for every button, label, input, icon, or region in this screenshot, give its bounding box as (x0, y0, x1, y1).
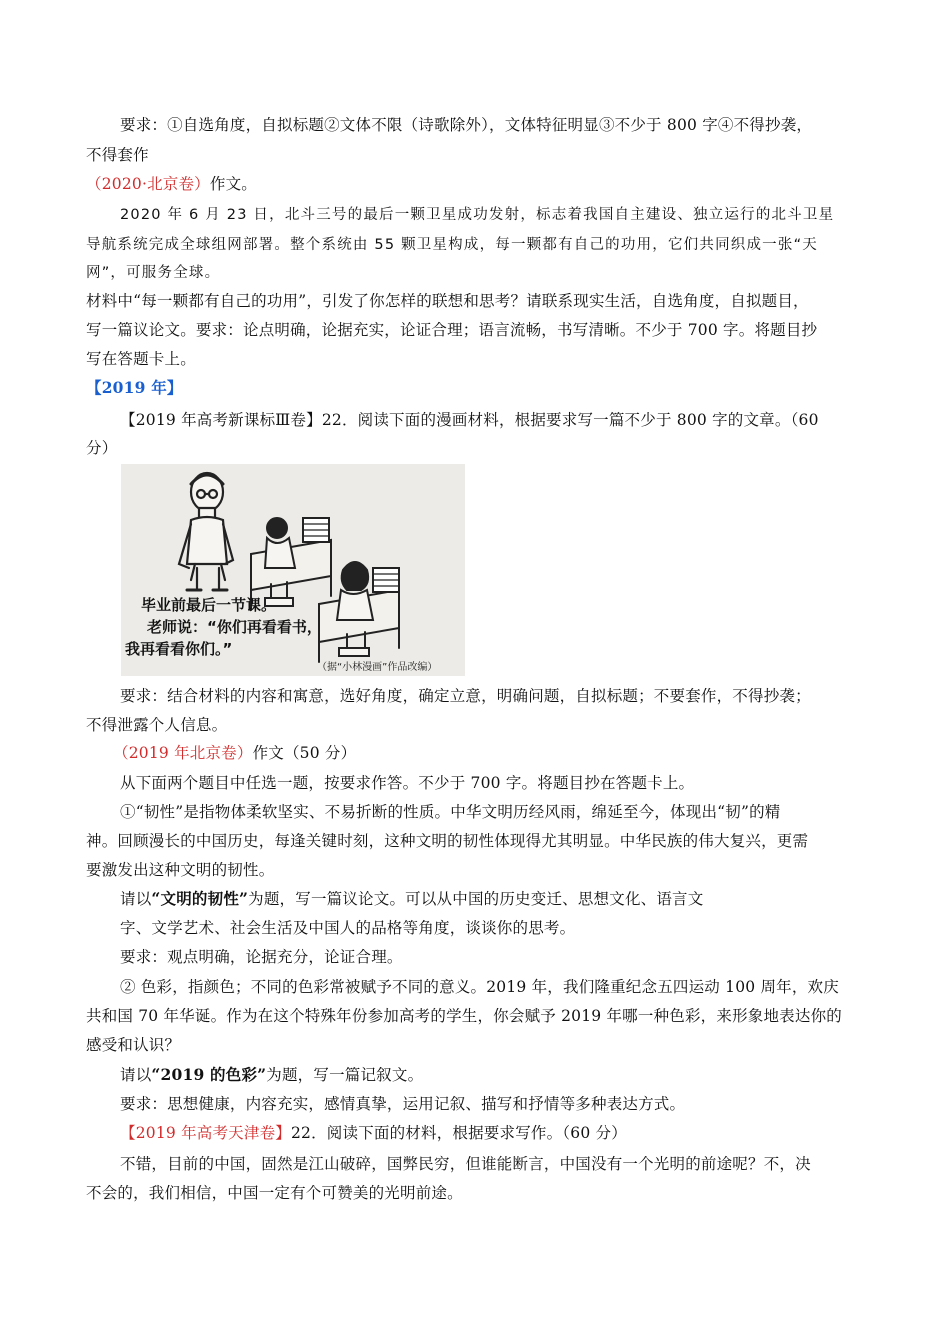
heading-text: 作文（50 分） (252, 744, 357, 762)
topic-1-line: 字、文学艺术、社会生活及中国人的品格等角度，谈谈你的思考。 (120, 919, 576, 937)
prompt-line: 写一篇议论文。要求：论点明确，论据充实，论证合理；语言流畅，书写清晰。不少于 700 字。将题目抄 (86, 321, 818, 339)
text: 为题，写一篇议论文。可以从中国的历史变迁、思想文化、语言文 (248, 890, 704, 908)
prompt-line: 写在答题卡上。 (86, 350, 196, 368)
topic-2-title-line (120, 1064, 423, 1086)
requirement-line: 要求：结合材料的内容和寓意，选好角度，确定立意，明确问题，自拟标题；不要套作，不得抄袭； (120, 687, 811, 705)
year-heading-2019: 【2019 年】 (86, 378, 183, 397)
prompt-line: 材料中“每一颗都有自己的功用”，引发了你怎样的联想和思考？请联系现实生活，自选角度，自拟题目， (86, 292, 809, 310)
topic-title: “文明的韧性” (151, 889, 249, 908)
comic-illustration (121, 464, 465, 676)
topic-2-requirement: 要求：思想健康，内容充实，感情真挚，运用记叙、描写和抒情等多种表达方式。 (120, 1095, 686, 1113)
text: 请以 (120, 890, 152, 908)
comic-caption-2: 老师说：“你们再看看书， (147, 618, 322, 636)
heading-text: 作文。 (209, 175, 257, 193)
question-line-cont: 分） (86, 439, 118, 457)
material-line: 不会的，我们相信，中国一定有个可赞美的光明前途。 (86, 1184, 463, 1202)
text: 为题，写一篇记叙文。 (266, 1066, 424, 1084)
source-tag: 【2019 年高考天津卷】 (120, 1124, 291, 1142)
topic-2-line: 共和国 70 年华诞。作为在这个特殊年份参加高考的学生，你会赋予 2019 年哪一种色彩，来形象地表达你的 (86, 1007, 842, 1025)
material-line: 不错，目前的中国，固然是江山破碎，国弊民穷，但谁能断言，中国没有一个光明的前途呢？不，决 (120, 1155, 811, 1173)
topic-2-line: ② 色彩，指颜色；不同的色彩常被赋予不同的意义。2019 年，我们隆重纪念五四运动 100 周年，欢庆 (120, 978, 839, 996)
section-heading-2020-beijing (86, 173, 257, 195)
topic-1-title-line (120, 888, 703, 910)
topic-1-line: ①“韧性”是指物体柔软坚实、不易折断的性质。中华文明历经风雨，绵延至今，体现出“韧”的精 (120, 803, 781, 821)
topic-title: “2019 的色彩” (151, 1065, 267, 1084)
comic-caption-3: 我再看看你们。” (125, 640, 233, 658)
section-heading-2019-tianjin (120, 1122, 627, 1144)
topic-2-line: 感受和认识？ (86, 1036, 181, 1054)
material-line: 导航系统完成全球组网部署。整个系统由 55 颗卫星构成，每一颗都有自己的功用，它们共同织成一张“天 (86, 237, 818, 253)
requirement-line: 要求：①自选角度，自拟标题②文体不限（诗歌除外），文体特征明显③不少于 800 字④不得抄袭， (120, 116, 813, 134)
section-heading-2019-beijing (113, 742, 356, 764)
question-line: 【2019 年高考新课标Ⅲ卷】22．阅读下面的漫画材料，根据要求写一篇不少于 800 字的文章。（60 (120, 411, 819, 429)
topic-1-line: 要激发出这种文明的韧性。 (86, 861, 275, 879)
comic-credit: （据“小林漫画”作品改编） (317, 662, 438, 673)
instruction-line: 从下面两个题目中任选一题，按要求作答。不少于 700 字。将题目抄在答题卡上。 (120, 774, 695, 792)
text: 请以 (120, 1066, 152, 1084)
comic-caption-1: 毕业前最后一节课。 (141, 596, 277, 614)
source-tag: （2020·北京卷） (86, 175, 210, 193)
requirement-line-cont: 不得套作 (86, 146, 149, 164)
requirement-line-cont: 不得泄露个人信息。 (86, 716, 228, 734)
material-line: 网”，可服务全球。 (86, 265, 221, 281)
topic-1-line: 神。回顾漫长的中国历史，每逢关键时刻，这种文明的韧性体现得尤其明显。中华民族的伟大复兴，更需 (86, 832, 809, 850)
material-line: 2020 年 6 月 23 日，北斗三号的最后一颗卫星成功发射，标志着我国自主建设、独立运行的北斗卫星 (120, 207, 835, 223)
source-tag: （2019 年北京卷） (113, 744, 253, 762)
topic-1-requirement: 要求：观点明确，论据充分，论证合理。 (120, 948, 403, 966)
heading-text: 22．阅读下面的材料，根据要求写作。（60 分） (290, 1124, 627, 1142)
teacher-figure (179, 473, 233, 590)
